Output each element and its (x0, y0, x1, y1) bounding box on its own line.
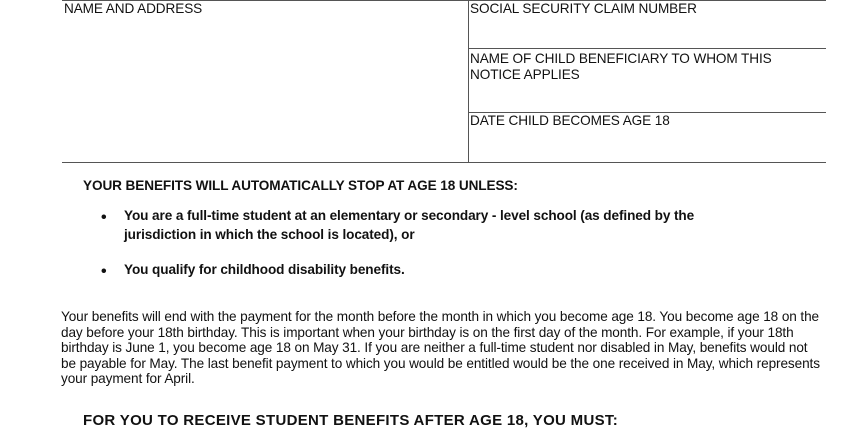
bullet-student: You are a full-time student at an elementary or secondary - level school (as defined by the jurisdiction in which the school is located), or (124, 208, 695, 242)
column-divider (468, 0, 469, 162)
child-beneficiary-name-label: NAME OF CHILD BENEFICIARY TO WHOM THIS NOTICE APPLIES (470, 51, 772, 82)
bullet-disability: You qualify for childhood disability benefits. (124, 262, 405, 277)
name-and-address-label: NAME AND ADDRESS (64, 1, 203, 16)
ssn-claim-number-label: SOCIAL SECURITY CLAIM NUMBER (470, 1, 697, 16)
bullet-icon: • (101, 209, 107, 226)
student-benefits-heading: FOR YOU TO RECEIVE STUDENT BENEFITS AFTER AGE 18, YOU MUST: (83, 412, 618, 429)
ssn-field-rule (468, 48, 826, 49)
benefits-end-paragraph: Your benefits will end with the payment for the month before the month in which you become age 18. You become age 18 on the day before your 18th birthday. This is important when your birthday is on the first day of the month. For example, if your 18th birthday is June 1, you become age 18 on May 31. If you are neither a full-time student nor disabled in May, benefits would not be payable for May. The last benefit payment to which you would be entitled would be the one received in May, which represents your payment for April. (61, 309, 820, 387)
bullet-icon: • (101, 263, 107, 280)
form-bottom-rule (62, 162, 826, 163)
date-child-becomes-18-label: DATE CHILD BECOMES AGE 18 (470, 113, 670, 128)
benefits-stop-heading: YOUR BENEFITS WILL AUTOMATICALLY STOP AT AGE 18 UNLESS: (83, 178, 518, 193)
